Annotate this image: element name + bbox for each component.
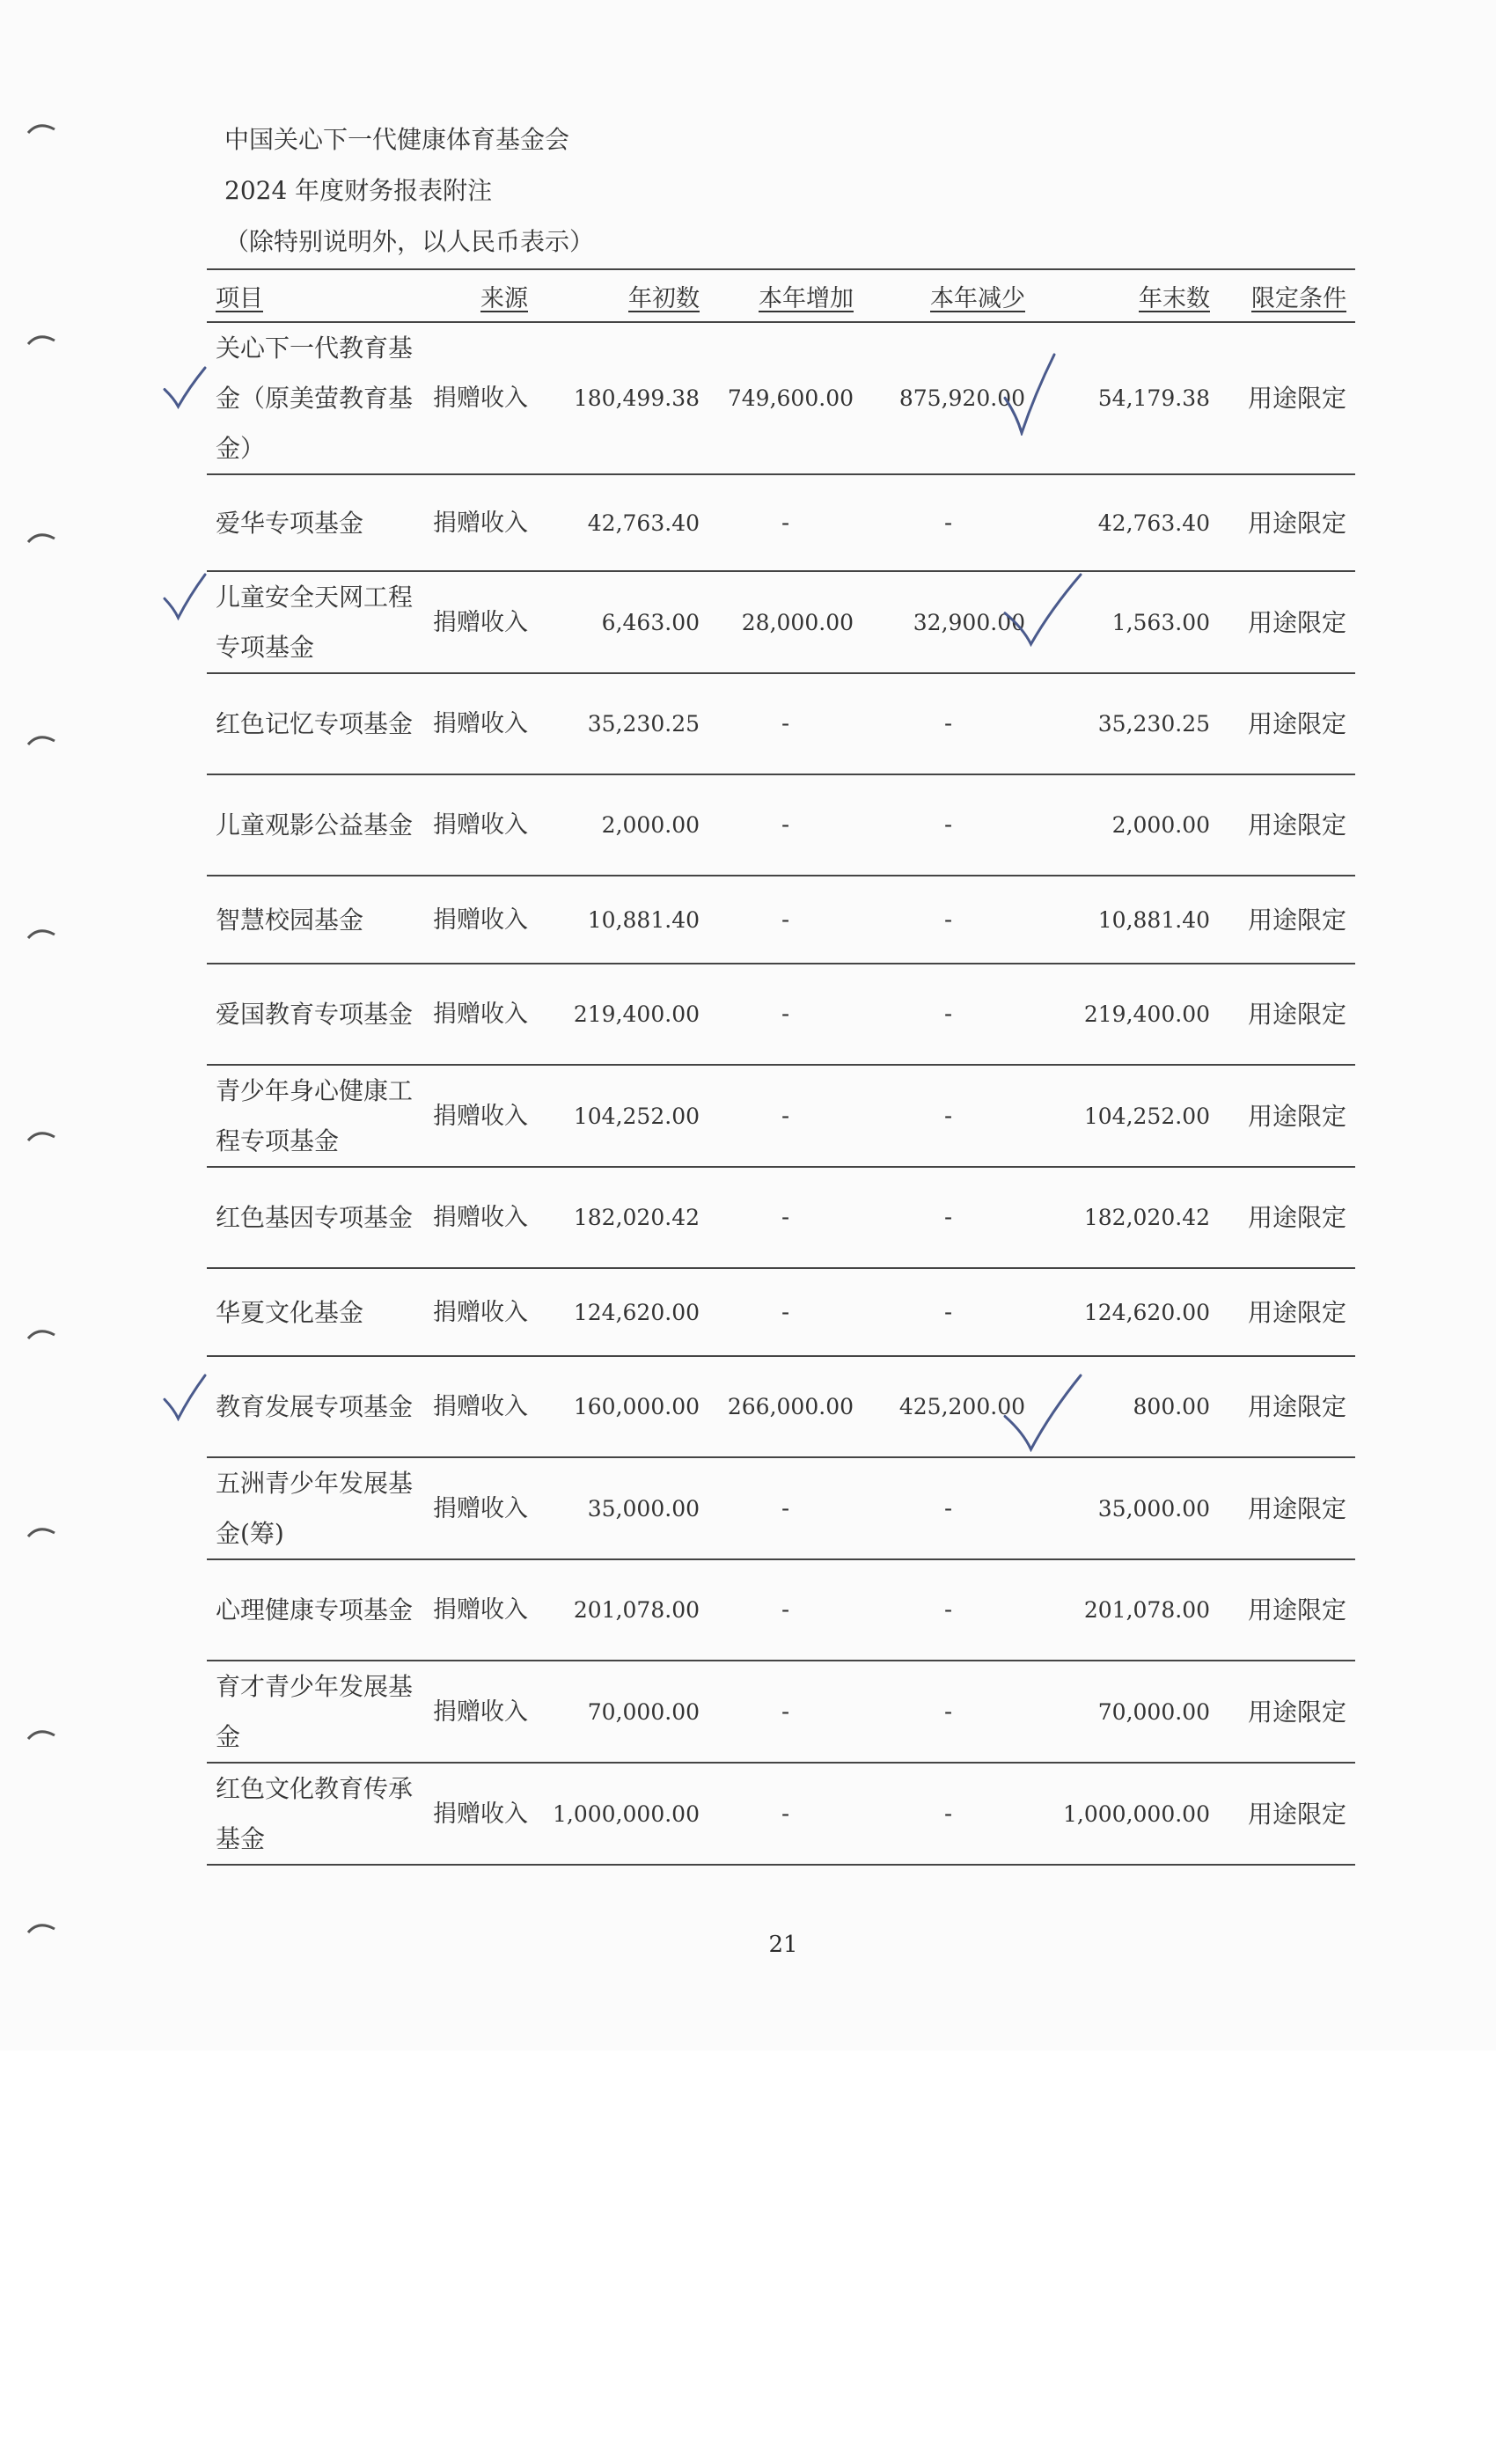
fund-name-cell: 儿童安全天网工程专项基金 (216, 583, 414, 662)
fund-name-cell: 教育发展专项基金 (216, 1392, 414, 1421)
table-row (207, 1167, 1355, 1268)
fund-name-cell: 智慧校园基金 (216, 905, 364, 935)
closing-balance-cell: 70,000.00 (1097, 1698, 1210, 1725)
org-name: 中国关心下一代健康体育基金会 (224, 125, 570, 154)
binder-hole-mark (26, 1918, 56, 1936)
year-decrease-cell: - (943, 906, 953, 934)
year-increase-cell: 266,000.00 (727, 1394, 854, 1419)
table-row (207, 1559, 1355, 1661)
table-row (207, 964, 1355, 1065)
opening-balance-cell: 201,078.00 (573, 1597, 700, 1623)
fund-name-cell: 关心下一代教育基金（原美萤教育基金） (216, 334, 414, 463)
table-row (207, 673, 1355, 774)
restriction-cell: 用途限定 (1247, 905, 1346, 935)
opening-balance-cell: 35,000.00 (587, 1495, 700, 1522)
restriction-cell: 用途限定 (1247, 1000, 1346, 1029)
source-cell: 捐赠收入 (433, 1393, 528, 1420)
header-opening: 年初数 (628, 284, 700, 312)
year-increase-cell: - (781, 1596, 790, 1624)
binder-hole-mark (26, 1126, 56, 1144)
currency-note: （除特别说明外，以人民币表示） (224, 227, 595, 256)
restriction-cell: 用途限定 (1247, 810, 1346, 840)
binder-hole-mark (26, 730, 56, 748)
closing-balance-cell: 800.00 (1133, 1394, 1210, 1419)
table-row (207, 1457, 1355, 1559)
opening-balance-cell: 70,000.00 (587, 1698, 700, 1725)
fund-name-cell: 儿童观影公益基金 (216, 810, 414, 840)
year-decrease-cell: - (943, 710, 953, 737)
fund-name-cell: 爱华专项基金 (216, 508, 364, 538)
year-decrease-cell: - (943, 811, 953, 839)
year-increase-cell: - (781, 1494, 790, 1522)
closing-balance-cell: 219,400.00 (1083, 1001, 1210, 1027)
year-increase-cell: - (781, 1698, 790, 1726)
opening-balance-cell: 42,763.40 (587, 510, 700, 536)
restriction-cell: 用途限定 (1247, 508, 1346, 538)
opening-balance-cell: 124,620.00 (573, 1299, 700, 1325)
closing-balance-cell: 1,563.00 (1111, 609, 1210, 635)
source-cell: 捐赠收入 (433, 1298, 528, 1326)
report-title: 2024 年度财务报表附注 (224, 176, 493, 205)
opening-balance-cell: 160,000.00 (573, 1394, 700, 1419)
opening-balance-cell: 2,000.00 (601, 812, 700, 838)
checkmark-icon (163, 572, 207, 624)
fund-name-cell: 红色基因专项基金 (216, 1203, 414, 1232)
year-increase-cell: - (781, 1001, 790, 1028)
fund-name-cell: 红色记忆专项基金 (216, 709, 414, 738)
restriction-cell: 用途限定 (1247, 709, 1346, 738)
restriction-cell: 用途限定 (1247, 1697, 1346, 1727)
year-increase-cell: - (781, 710, 790, 737)
table-row (207, 774, 1355, 876)
fund-name-cell: 育才青少年发展基金 (216, 1672, 414, 1751)
table-body (207, 322, 1355, 1865)
binder-hole-mark (26, 1324, 56, 1342)
closing-balance-cell: 201,078.00 (1083, 1597, 1210, 1623)
source-cell: 捐赠收入 (433, 1698, 528, 1726)
table-row (207, 1763, 1355, 1865)
table-row (207, 1356, 1355, 1457)
year-increase-cell: - (781, 509, 790, 537)
binder-hole-mark (26, 924, 56, 942)
source-cell: 捐赠收入 (433, 906, 528, 934)
restriction-cell: 用途限定 (1247, 1595, 1346, 1624)
source-cell: 捐赠收入 (433, 1001, 528, 1028)
opening-balance-cell: 180,499.38 (573, 385, 700, 411)
closing-balance-cell: 124,620.00 (1083, 1299, 1210, 1325)
source-cell: 捐赠收入 (433, 1800, 528, 1828)
binder-hole-mark (26, 528, 56, 546)
fund-name-cell: 心理健康专项基金 (216, 1595, 414, 1624)
closing-balance-cell: 10,881.40 (1097, 906, 1210, 933)
restriction-cell: 用途限定 (1247, 1392, 1346, 1421)
source-cell: 捐赠收入 (433, 385, 528, 412)
restriction-cell: 用途限定 (1247, 1297, 1346, 1327)
fund-name-cell: 华夏文化基金 (216, 1297, 364, 1327)
year-increase-cell: 749,600.00 (727, 385, 854, 411)
year-decrease-cell: - (943, 1494, 953, 1522)
closing-balance-cell: 1,000,000.00 (1063, 1800, 1210, 1827)
header-closing: 年末数 (1139, 284, 1210, 312)
opening-balance-cell: 6,463.00 (601, 609, 700, 635)
year-decrease-cell: - (943, 1001, 953, 1028)
opening-balance-cell: 1,000,000.00 (553, 1800, 700, 1827)
closing-balance-cell: 54,179.38 (1097, 385, 1210, 411)
restriction-cell: 用途限定 (1247, 1101, 1346, 1131)
source-cell: 捐赠收入 (433, 811, 528, 839)
year-decrease-cell: - (943, 1298, 953, 1326)
opening-balance-cell: 35,230.25 (587, 711, 700, 737)
year-decrease-cell: 425,200.00 (898, 1394, 1025, 1419)
binder-hole-mark (26, 1522, 56, 1540)
checkmark-icon (1003, 1373, 1082, 1456)
closing-balance-cell: 104,252.00 (1083, 1103, 1210, 1129)
fund-name-cell: 红色文化教育传承基金 (216, 1774, 414, 1853)
closing-balance-cell: 42,763.40 (1097, 510, 1210, 536)
report-header (224, 114, 594, 268)
year-decrease-cell: - (943, 1800, 953, 1828)
opening-balance-cell: 219,400.00 (573, 1001, 700, 1027)
checkmark-icon (1003, 572, 1082, 650)
header-decrease: 本年减少 (930, 284, 1025, 312)
closing-balance-cell: 182,020.42 (1083, 1205, 1210, 1230)
year-increase-cell: - (781, 1298, 790, 1326)
binder-hole-mark (26, 119, 56, 136)
year-increase-cell: 28,000.00 (741, 609, 854, 635)
restriction-cell: 用途限定 (1247, 1203, 1346, 1232)
header-item: 项目 (216, 284, 263, 312)
table-row (207, 1268, 1355, 1356)
source-cell: 捐赠收入 (433, 1494, 528, 1522)
table-row (207, 876, 1355, 964)
fund-name-cell: 爱国教育专项基金 (216, 1000, 414, 1029)
year-decrease-cell: - (943, 1596, 953, 1624)
source-cell: 捐赠收入 (433, 1102, 528, 1130)
restriction-cell: 用途限定 (1247, 607, 1346, 637)
year-increase-cell: - (781, 1102, 790, 1130)
source-cell: 捐赠收入 (433, 710, 528, 737)
year-decrease-cell: 32,900.00 (913, 609, 1025, 635)
restriction-cell: 用途限定 (1247, 1799, 1346, 1829)
restriction-cell: 用途限定 (1247, 384, 1346, 413)
table-header-row (207, 269, 1355, 322)
table-row (207, 1661, 1355, 1763)
header-increase: 本年增加 (759, 284, 854, 312)
source-cell: 捐赠收入 (433, 1596, 528, 1624)
year-decrease-cell: - (943, 1698, 953, 1726)
restricted-fund-table (207, 268, 1355, 1866)
table-row (207, 1065, 1355, 1167)
page-number: 21 (768, 1932, 798, 1958)
year-decrease-cell: - (943, 1102, 953, 1130)
closing-balance-cell: 35,000.00 (1097, 1495, 1210, 1522)
closing-balance-cell: 35,230.25 (1097, 711, 1210, 737)
source-cell: 捐赠收入 (433, 509, 528, 537)
checkmark-icon (163, 365, 207, 413)
table-row (207, 322, 1355, 474)
restriction-cell: 用途限定 (1247, 1493, 1346, 1523)
opening-balance-cell: 10,881.40 (587, 906, 700, 933)
table-row (207, 474, 1355, 571)
year-increase-cell: - (781, 1800, 790, 1828)
source-cell: 捐赠收入 (433, 1204, 528, 1231)
source-cell: 捐赠收入 (433, 608, 528, 636)
header-source: 来源 (480, 284, 528, 312)
fund-name-cell: 五洲青少年发展基金(筹) (216, 1469, 414, 1548)
closing-balance-cell: 2,000.00 (1111, 812, 1210, 838)
table-row (207, 571, 1355, 673)
binder-hole-mark (26, 330, 56, 348)
year-increase-cell: - (781, 811, 790, 839)
fund-name-cell: 青少年身心健康工程专项基金 (216, 1076, 414, 1155)
year-increase-cell: - (781, 906, 790, 934)
checkmark-icon (163, 1373, 207, 1425)
header-restriction: 限定条件 (1251, 284, 1346, 312)
opening-balance-cell: 182,020.42 (573, 1205, 700, 1230)
year-increase-cell: - (781, 1204, 790, 1231)
opening-balance-cell: 104,252.00 (573, 1103, 700, 1129)
year-decrease-cell: - (943, 509, 953, 537)
year-decrease-cell: 875,920.00 (898, 385, 1025, 411)
checkmark-icon (1003, 352, 1056, 439)
binder-hole-mark (26, 1725, 56, 1742)
year-decrease-cell: - (943, 1204, 953, 1231)
